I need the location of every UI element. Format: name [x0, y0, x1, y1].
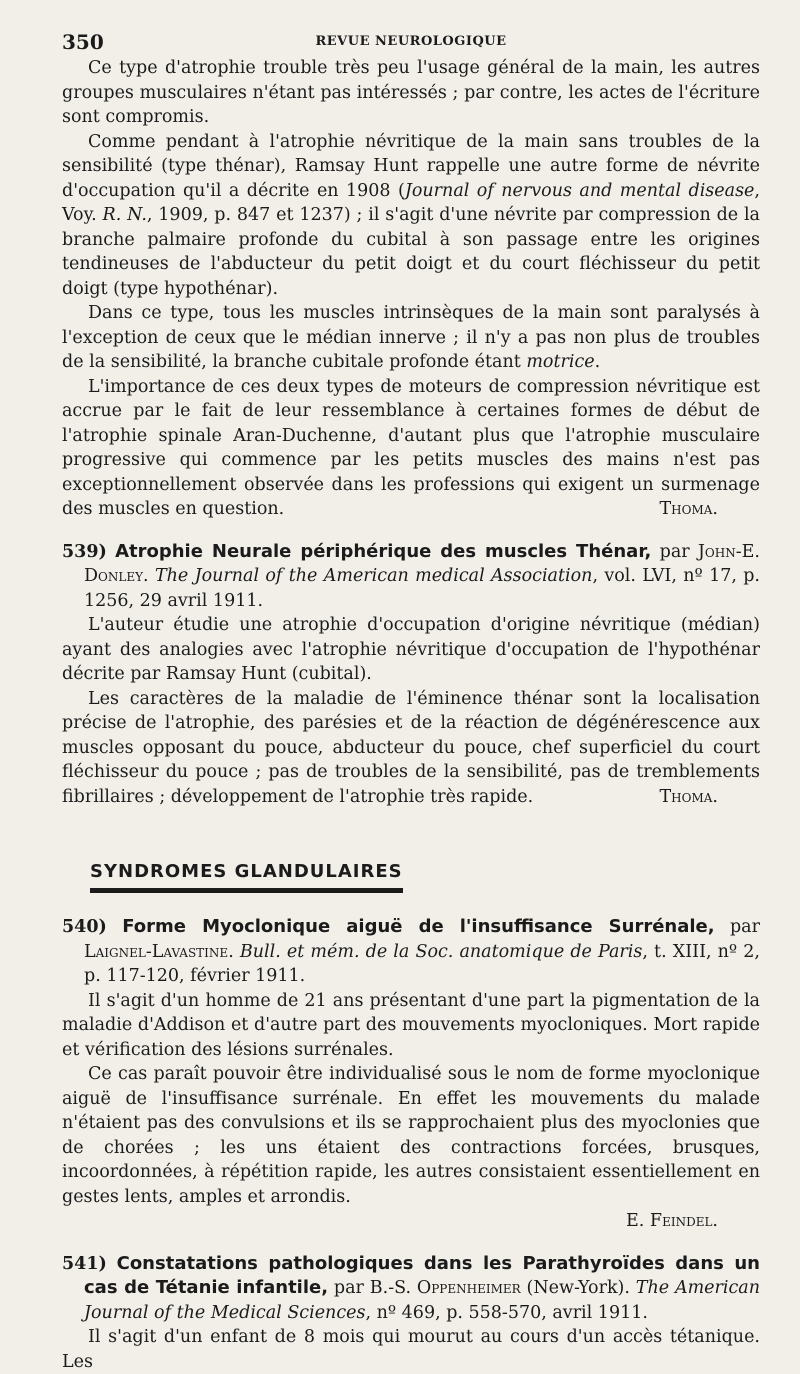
- entry-paragraph: Les caractères de la maladie de l'éminence thénar sont la localisation précise de l'atrophie, des parésies et de la réaction de dégénérescence aux muscles opposant du pouce, abducteur du pouce, chef superficiel du court fléchisseur du pouce ; pas de troubles de la sensibilité, pas de tremblements fibrillaires ; développement de l'atrophie très rapide. Thoma.: [62, 687, 760, 810]
- entry-heading: 539) Atrophie Neurale périphérique des muscles Thénar, par John-E. Donley. The Journal of the American medical Association, vol. LVI, nº 17, p. 1256, 29 avril 1911.: [62, 540, 760, 611]
- intro-paragraph-1: Ce type d'atrophie trouble très peu l'usage général de la main, les autres groupes musculaires n'étant pas intéressés ; par contre, les actes de l'écriture sont compromis.: [62, 58, 760, 127]
- signature: E. Feindel.: [626, 1211, 718, 1231]
- entry-heading: 540) Forme Myoclonique aiguë de l'insuffisance Surrénale, par Laignel-Lavastine. Bull. et mém. de la Soc. anatomique de Paris, t. XIII, nº 2, p. 117-120, février 1911.: [62, 916, 760, 986]
- entry-539: [62, 540, 760, 810]
- entry-number: 539): [62, 541, 107, 562]
- section-heading: SYNDROMES GLANDULAIRES: [90, 861, 403, 893]
- running-head: REVUE NEUROLOGIQUE: [315, 34, 507, 49]
- page-number: 350: [62, 30, 104, 54]
- signature: Thoma.: [659, 786, 718, 807]
- journal-abbrev: R. N.: [102, 205, 147, 225]
- journal-title: Bull. et mém. de la Soc. anatomique de Paris: [239, 941, 643, 962]
- signature: Thoma.: [659, 499, 718, 519]
- entry-title: Forme Myoclonique aiguë de l'insuffisance Surrénale,: [122, 916, 715, 937]
- intro-paragraph-3: Dans ce type, tous les muscles intrinsèques de la main sont paralysés à l'exception de ceux que le médian innerve ; il n'y a pas non plus de troubles de la sensibilité, la branche cubitale profonde étant motrice.: [62, 303, 760, 372]
- intro-paragraph-2: Comme pendant à l'atrophie névritique de la main sans troubles de la sensibilité (type thénar), Ramsay Hunt rappelle une autre forme de névrite d'occupation qu'il a décrite en 1908 (Journal of nervous and mental disease, Voy. R. N., 1909, p. 847 et 1237) ; il s'agit d'une névrite par compression de la branche palmaire profonde du cubital à son passage entre les origines tendineuses de l'abducteur du petit doigt et du court fléchisseur du petit doigt (type hypothénar).: [62, 131, 760, 299]
- author: John-E. Donley: [84, 541, 760, 586]
- entry-541: [62, 1252, 760, 1374]
- entry-paragraph: L'auteur étudie une atrophie d'occupation d'origine névritique (médian) ayant des analogies avec l'atrophie névritique d'occupation de l'hypothénar décrite par Ramsay Hunt (cubital).: [62, 615, 760, 684]
- entry-number: 540): [62, 917, 107, 937]
- entry-paragraph: Il s'agit d'un enfant de 8 mois qui mourut au cours d'un accès tétanique. Les: [62, 1327, 760, 1372]
- entry-paragraph: Il s'agit d'un homme de 21 ans présentant d'une part la pigmentation de la maladie d'Addison et d'autre part des mouvements myocloniques. Mort rapide et vérification des lésions surrénales.: [62, 990, 760, 1060]
- entry-title: Constatations pathologiques dans les Parathyroïdes dans un cas de Tétanie infantile,: [84, 1252, 760, 1298]
- author: B.-S. Oppenheimer: [369, 1278, 521, 1298]
- page-header: [62, 30, 760, 56]
- entry-paragraph: Ce cas paraît pouvoir être individualisé sous le nom de forme myoclonique aiguë de l'insuffisance surrénale. En effet les mouvements du malade n'étaient pas des convulsions et ils se rapprochaient plus des myoclonies que de chorées ; les uns étaient des contractions forcées, brusques, incoordonnées, à répétition rapide, les autres consistaient essentiellement en gestes lents, amples et arrondis.: [62, 1064, 760, 1207]
- entry-540: [62, 915, 760, 1234]
- journal-title: The Journal of the American medical Association: [154, 566, 593, 586]
- journal-title: Journal of nervous and mental disease: [404, 180, 755, 201]
- page: [62, 30, 760, 1374]
- entry-number: 541): [62, 1253, 107, 1274]
- author: Laignel-Lavastine: [84, 941, 229, 962]
- journal-title: The American Journal of the Medical Sciences: [84, 1278, 760, 1323]
- entry-title: Atrophie Neurale périphérique des muscles Thénar,: [115, 540, 652, 562]
- entry-heading: 541) Constatations pathologiques dans les Parathyroïdes dans un cas de Tétanie infantile, par B.-S. Oppenheimer (New-York). The American Journal of the Medical Sciences, nº 469, p. 558-570, avril 1911.: [62, 1252, 760, 1323]
- intro-paragraph-4: L'importance de ces deux types de moteurs de compression névritique est accrue par le fait de leur ressemblance à certaines formes de début de l'atrophie spinale Aran-Duchenne, d'autant plus que l'atrophie musculaire progressive qui commence par les petits muscles des mains n'est pas exceptionnellement observée dans les professions qui exigent un surmenage des muscles en question. Thoma.: [62, 375, 760, 522]
